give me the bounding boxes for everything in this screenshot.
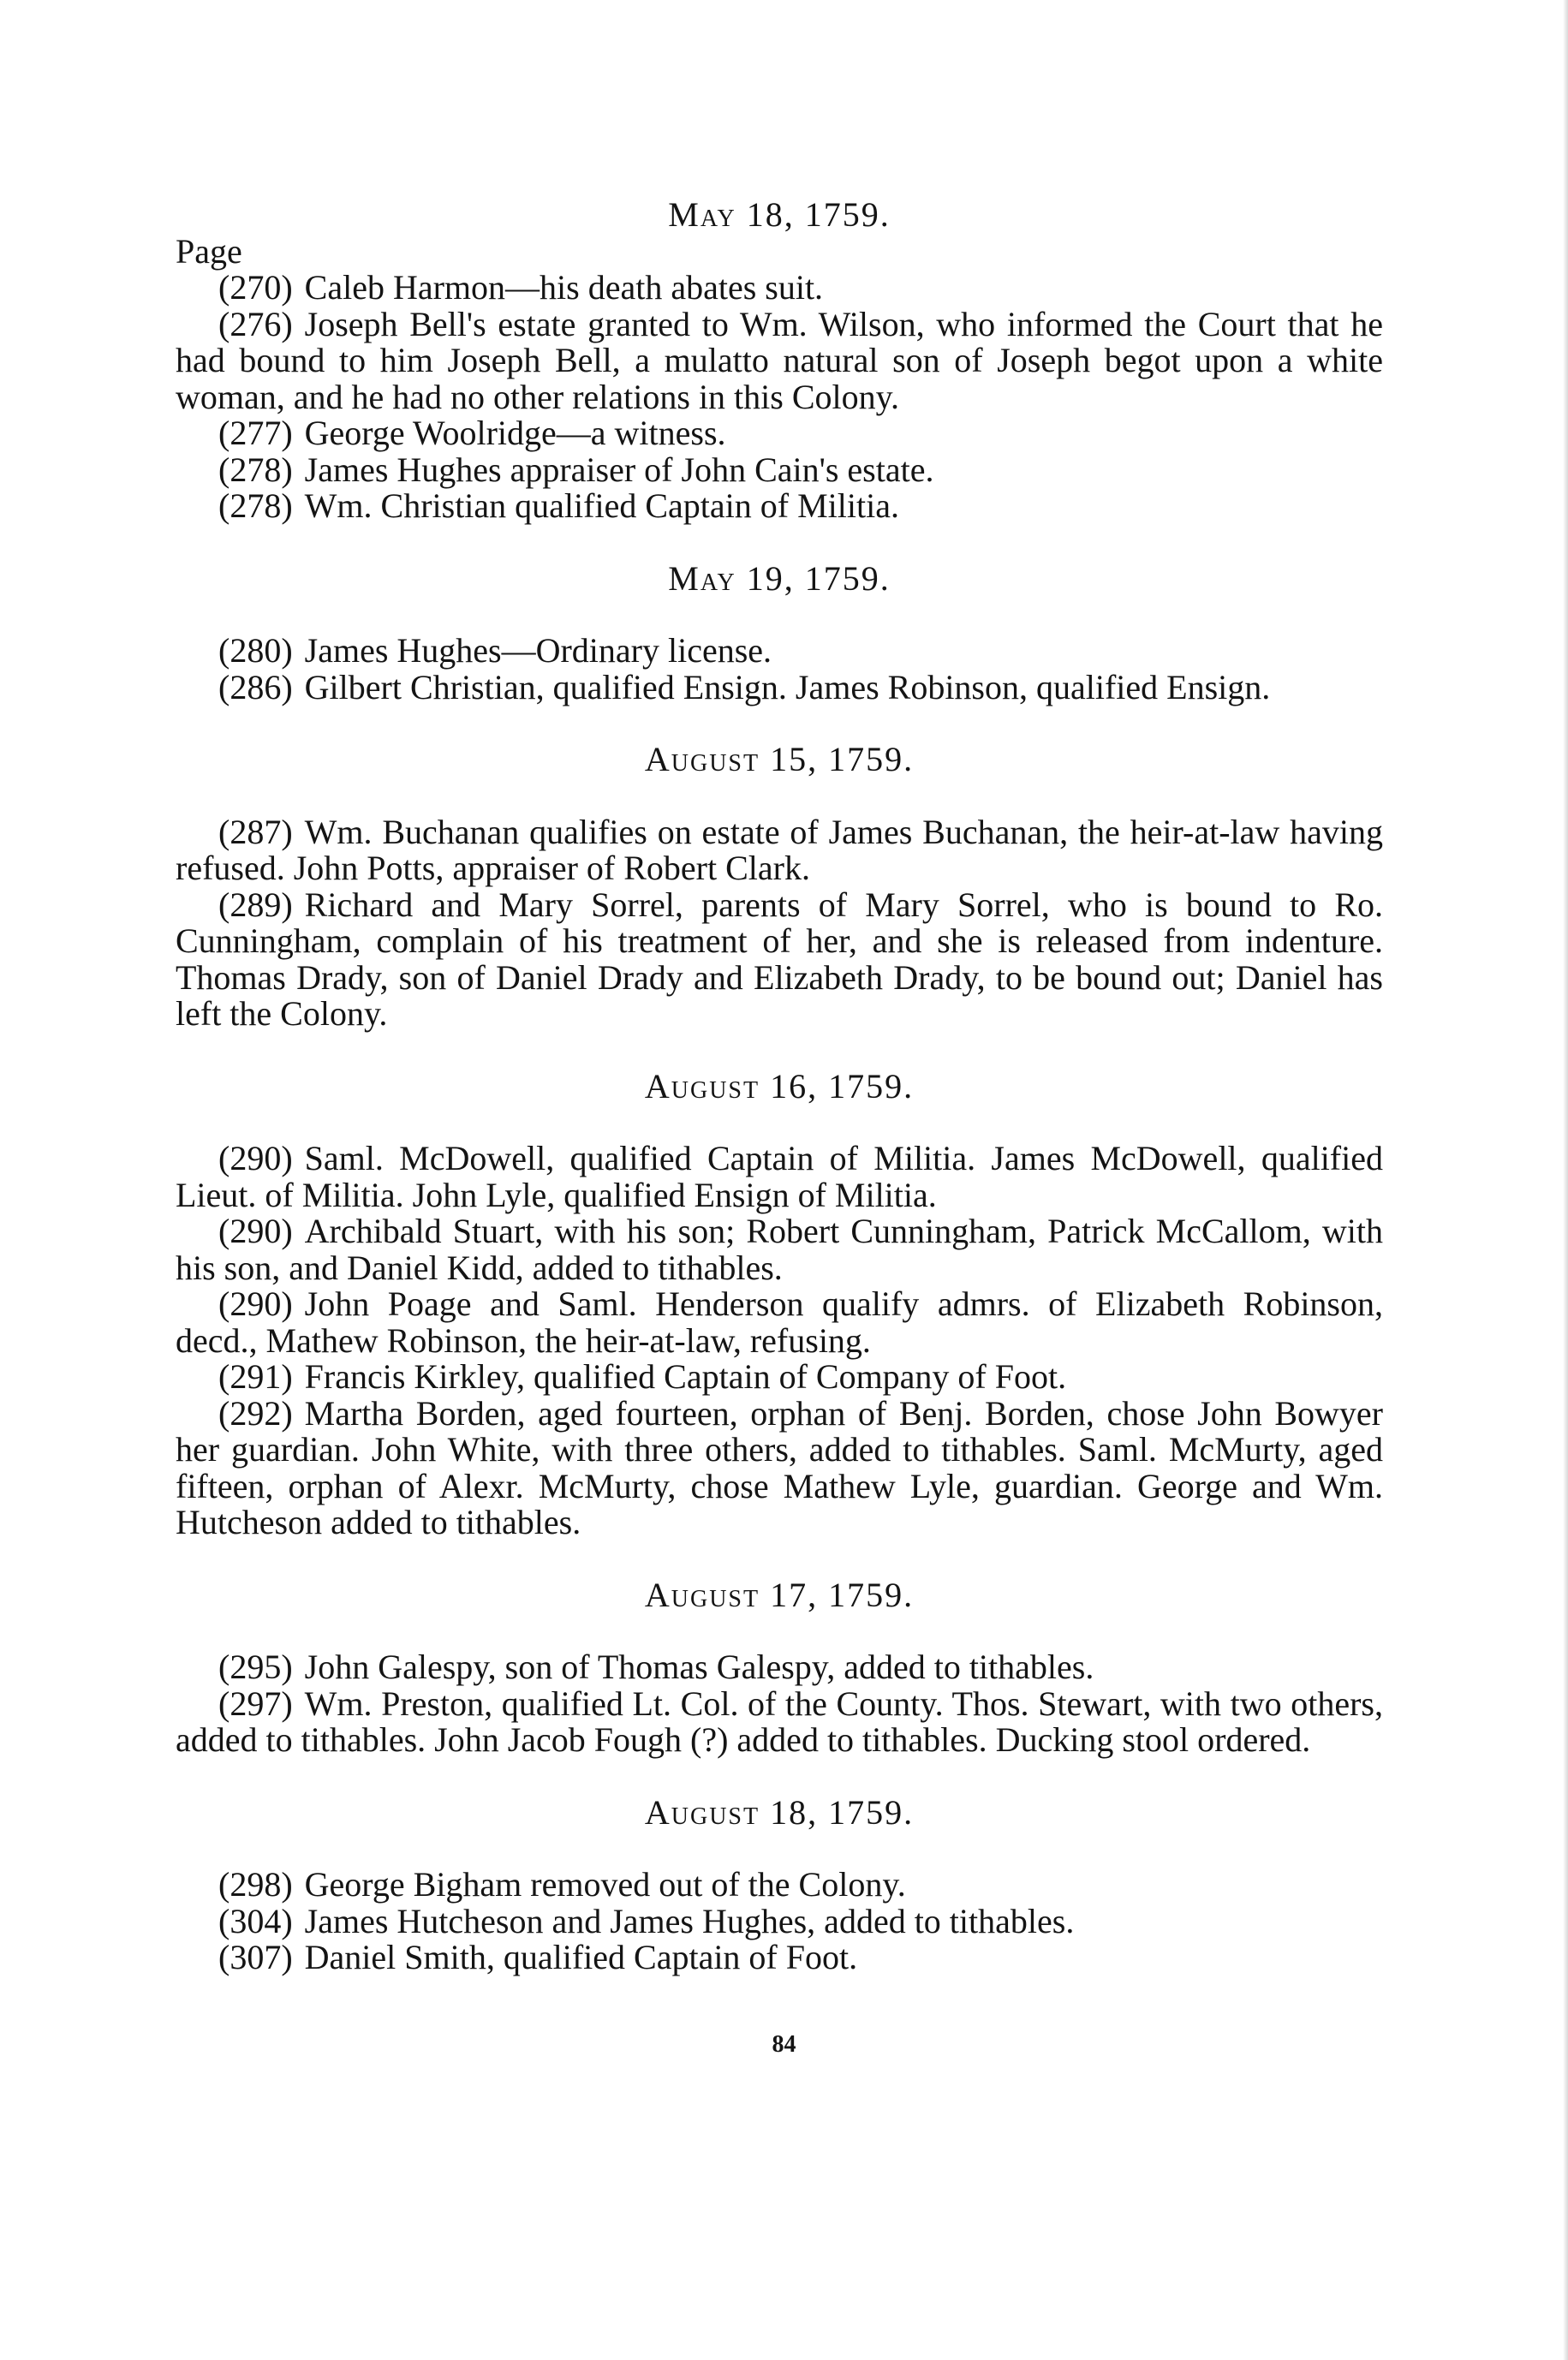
entry: [176, 1359, 1383, 1396]
entry: [176, 1649, 1383, 1686]
entry: [176, 415, 1383, 452]
entry-text: Wm. Preston, qualified Lt. Col. of the County. Thos. Stewart, with two others, added to tithables. John Jacob Fough (?) added to tithables. Ducking stool ordered.: [176, 1684, 1383, 1759]
entry: [176, 304, 1383, 416]
entry-text: Archibald Stuart, with his son; Robert Cunningham, Patrick McCallom, with his son, and Daniel Kidd, added to tithables.: [176, 1212, 1383, 1287]
entry: [176, 1286, 1383, 1359]
entry-page-ref: (289): [218, 885, 293, 924]
entry-page-ref: (307): [218, 1938, 293, 1976]
entry-page-ref: (290): [218, 1139, 293, 1177]
section-heading: May 18, 1759.: [668, 195, 891, 234]
scan-edge: [1563, 0, 1568, 2360]
entry-text: Saml. McDowell, qualified Captain of Militia. James McDowell, qualified Lieut. of Militia. John Lyle, qualified Ensign of Militia.: [176, 1139, 1383, 1214]
section-heading: May 19, 1759.: [668, 558, 891, 598]
entry-page-ref: (304): [218, 1901, 293, 1940]
section-heading: August 18, 1759.: [644, 1792, 915, 1832]
page-label: Page: [176, 231, 242, 271]
entry-page-ref: (287): [218, 812, 293, 851]
entry-text: Wm. Buchanan qualifies on estate of James Buchanan, the heir-at-law having refused. John Potts, appraiser of Robert Clark.: [176, 812, 1383, 887]
entry-page-ref: (278): [218, 486, 293, 525]
entry-page-ref: (280): [218, 631, 293, 670]
entry: [176, 667, 1383, 706]
entry-text: John Poage and Saml. Henderson qualify admrs. of Elizabeth Robinson, decd., Mathew Robinson, the heir-at-law, refusing.: [176, 1284, 1383, 1360]
entry-text: Martha Borden, aged fourteen, orphan of Benj. Borden, chose John Bowyer her guardian. John White, with three others, added to tithables. Saml. McMurty, aged fifteen, orphan of Alexr. McMurty, chose Mathew Lyle, guardian. George and Wm. Hutcheson added to tithables.: [176, 1393, 1383, 1541]
entry: [176, 1901, 1383, 1940]
entry-text: George Bigham removed out of the Colony.: [304, 1865, 906, 1904]
entry-page-ref: (297): [218, 1684, 293, 1723]
document-body: [176, 197, 1383, 1976]
entry: [176, 1867, 1383, 1904]
entry-text: George Woolridge—a witness.: [304, 414, 726, 452]
entry-text: James Hughes appraiser of John Cain's estate.: [304, 450, 934, 489]
entry-text: Joseph Bell's estate granted to Wm. Wilson, who informed the Court that he had bound to him Joseph Bell, a mulatto natural son of Joseph begot upon a white woman, and he had no other relations in this Colony.: [176, 304, 1383, 416]
entry-text: Richard and Mary Sorrel, parents of Mary Sorrel, who is bound to Ro. Cunningham, complain of his treatment of her, and she is released from indenture. Thomas Drady, son of Daniel Drady and Elizabeth Drady, to be bound out; Daniel has left the Colony.: [176, 885, 1383, 1033]
section-heading: August 17, 1759.: [644, 1575, 915, 1614]
entry-page-ref: (277): [218, 414, 293, 452]
entry-page-ref: (291): [218, 1357, 293, 1396]
entry-page-ref: (290): [218, 1284, 293, 1323]
section-heading: August 16, 1759.: [644, 1066, 915, 1106]
entry-text: James Hutcheson and James Hughes, added to tithables.: [304, 1901, 1075, 1940]
entry-page-ref: (278): [218, 450, 293, 489]
entry: [176, 1141, 1383, 1213]
entry: [176, 1940, 1383, 1976]
entry-page-ref: (292): [218, 1393, 293, 1433]
entry-text: Wm. Christian qualified Captain of Militia.: [304, 486, 899, 525]
entry: [176, 1393, 1383, 1541]
entry-text: James Hughes—Ordinary license.: [304, 631, 772, 670]
entry-text: Francis Kirkley, qualified Captain of Company of Foot.: [304, 1357, 1067, 1396]
entry: [176, 814, 1383, 887]
entry-page-ref: (295): [218, 1648, 293, 1686]
entry: [176, 887, 1383, 1033]
entry-page-ref: (298): [218, 1865, 293, 1904]
entry-page-ref: (270): [218, 268, 293, 307]
entry-page-ref: (286): [218, 667, 293, 706]
section-heading: August 15, 1759.: [644, 740, 915, 778]
entry: [176, 270, 1383, 307]
entry-page-ref: (290): [218, 1212, 293, 1250]
entry-text: Daniel Smith, qualified Captain of Foot.: [304, 1938, 858, 1976]
page-number: 84: [772, 2031, 796, 2058]
entry: [176, 488, 1383, 525]
entry: [176, 1213, 1383, 1286]
entry-text: John Galespy, son of Thomas Galespy, added to tithables.: [304, 1648, 1094, 1686]
entry-text: Caleb Harmon—his death abates suit.: [304, 268, 824, 307]
entry: [176, 452, 1383, 489]
entry-page-ref: (276): [218, 304, 293, 343]
entry: [176, 1686, 1383, 1759]
entry: [176, 633, 1383, 670]
entry-text: Gilbert Christian, qualified Ensign. James Robinson, qualified Ensign.: [304, 667, 1271, 706]
